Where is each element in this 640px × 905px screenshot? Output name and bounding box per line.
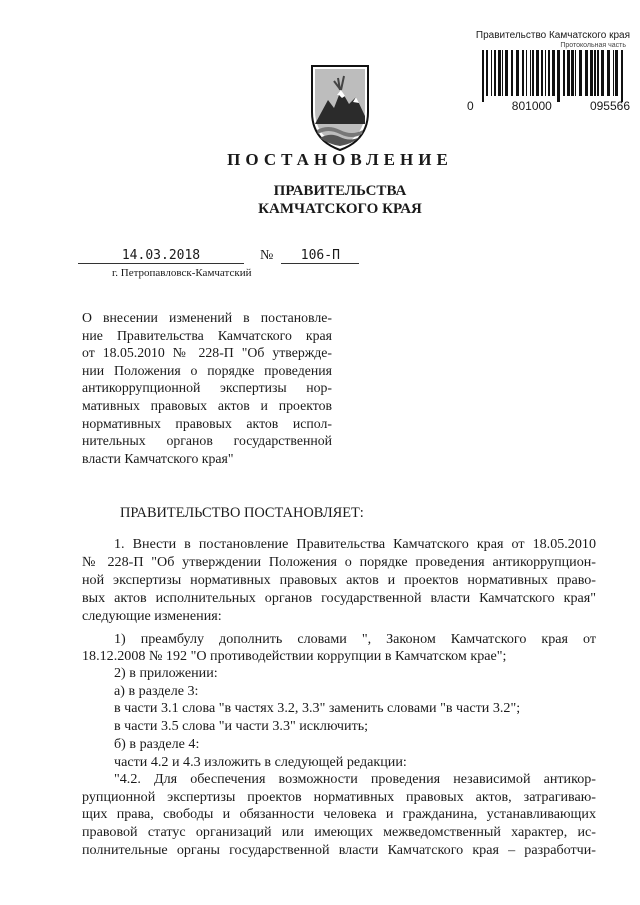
subject-line: нии Положения о порядке проведения xyxy=(82,362,332,378)
barcode-bar xyxy=(579,50,582,96)
subject-line: О внесении изменений в постановле- xyxy=(82,310,332,325)
body-line: 1) преамбулу дополнить словами ", Законом Камчатского края от xyxy=(114,631,596,647)
barcode-bar xyxy=(486,50,488,96)
number-sign: № xyxy=(260,248,274,263)
subject-line: мативных правовых актов и проектов xyxy=(82,397,332,413)
subject-line: от 18.05.2010 № 228-П "Об утвержде- xyxy=(82,345,332,361)
body-line: "4.2. Для обеспечения возможности проведения независимой антикор- xyxy=(114,771,596,787)
barcode-bar xyxy=(597,50,599,96)
barcode-bar xyxy=(563,50,565,96)
body-line: 18.12.2008 № 192 "О противодействии коррупции в Камчатском крае"; xyxy=(82,648,507,664)
stamp-organization: Правительство Камчатского края xyxy=(475,30,630,41)
barcode-bar xyxy=(511,50,513,96)
barcode-bar xyxy=(532,50,534,96)
stamp-part: Протокольная часть xyxy=(560,42,626,49)
barcode-bar xyxy=(567,50,570,96)
body-line: рупционной экспертизы проектов нормативных правовых актов, затрагиваю- xyxy=(82,789,596,805)
barcode-bar xyxy=(482,50,484,102)
barcode-bar xyxy=(541,50,543,96)
barcode-bar xyxy=(505,50,508,96)
body-line: правовой статус организаций или имеющих межведомственный характер, ис- xyxy=(82,824,596,840)
barcode-bar xyxy=(615,50,618,96)
document-number: 106-П xyxy=(281,248,359,264)
barcode-bar xyxy=(522,50,524,96)
body-line: вых актов исполнительных органов государственной власти Камчатского края" xyxy=(82,590,596,606)
barcode-icon xyxy=(480,50,630,102)
barcode-bar xyxy=(530,50,531,96)
barcode-bar xyxy=(516,50,519,96)
body-line: ной экспертизы нормативных правовых актов и проектов нормативных право- xyxy=(82,572,596,588)
barcode-bar xyxy=(498,50,501,96)
barcode-bar xyxy=(548,50,550,96)
barcode-bar xyxy=(590,50,593,96)
body-line: а) в разделе 3: xyxy=(114,683,199,699)
barcode-number-prefix: 0 xyxy=(467,99,474,113)
barcode-number xyxy=(455,99,630,113)
barcode-bar xyxy=(594,50,596,96)
barcode-bar xyxy=(585,50,588,96)
body-line: № 228-П "Об утверждении Положения о порядке проведения антикоррупцион- xyxy=(82,554,596,570)
body-line: б) в разделе 4: xyxy=(114,736,200,752)
kamchatka-coat-of-arms-icon xyxy=(304,64,376,152)
body-line: в части 3.5 слова "и части 3.3" исключить; xyxy=(114,718,369,734)
body-line: 2) в приложении: xyxy=(114,665,218,681)
body-line: щих права, свободы и обязанности человека и гражданина, устанавливающих xyxy=(82,806,596,822)
subject-line: антикоррупционной экспертизы нор- xyxy=(82,380,332,396)
barcode-bar xyxy=(613,50,614,96)
issuer-line-2: КАМЧАТСКОГО КРАЯ xyxy=(258,201,422,217)
document-date: 14.03.2018 xyxy=(78,248,244,264)
barcode-bar xyxy=(557,50,560,102)
subject-line: нормативных правовых актов испол- xyxy=(82,415,332,431)
barcode-bar xyxy=(526,50,527,96)
body-line: части 4.2 и 4.3 изложить в следующей редакции: xyxy=(114,754,407,770)
registration-row xyxy=(78,248,359,264)
barcode-number-right: 095566 xyxy=(589,99,630,113)
document-type-heading: ПОСТАНОВЛЕНИЕ xyxy=(227,150,453,169)
barcode-bar xyxy=(491,50,492,96)
body-line: в части 3.1 слова "в частях 3.2, 3.3" заменить словами "в части 3.2"; xyxy=(114,700,521,716)
barcode-bar xyxy=(621,50,623,102)
resolves-heading: ПРАВИТЕЛЬСТВО ПОСТАНОВЛЯЕТ: xyxy=(120,505,364,521)
body-line: 1. Внести в постановление Правительства Камчатского края от 18.05.2010 xyxy=(114,536,596,552)
barcode-bar xyxy=(601,50,604,96)
issuer-line-1: ПРАВИТЕЛЬСТВА xyxy=(273,183,407,199)
issue-city: г. Петропавловск-Камчатский xyxy=(112,267,252,279)
barcode-bar xyxy=(552,50,555,96)
registration-stamp xyxy=(455,30,630,113)
subject-line: ние Правительства Камчатского края xyxy=(82,327,332,343)
barcode-bar xyxy=(575,50,576,96)
body-line: следующие изменения: xyxy=(82,608,222,624)
barcode-bar xyxy=(502,50,503,96)
document-subject xyxy=(82,309,332,467)
barcode-bar xyxy=(545,50,546,96)
barcode-number-left: 801000 xyxy=(511,99,552,113)
subject-line: нительных органов государственной xyxy=(82,433,332,449)
barcode-bar xyxy=(494,50,496,96)
body-line: полнительные органы государственной власти Камчатского края – разработчи- xyxy=(82,842,596,858)
barcode-bar xyxy=(571,50,574,96)
subject-line: власти Камчатского края" xyxy=(82,450,234,466)
barcode-bar xyxy=(536,50,539,96)
barcode-bar xyxy=(607,50,610,96)
